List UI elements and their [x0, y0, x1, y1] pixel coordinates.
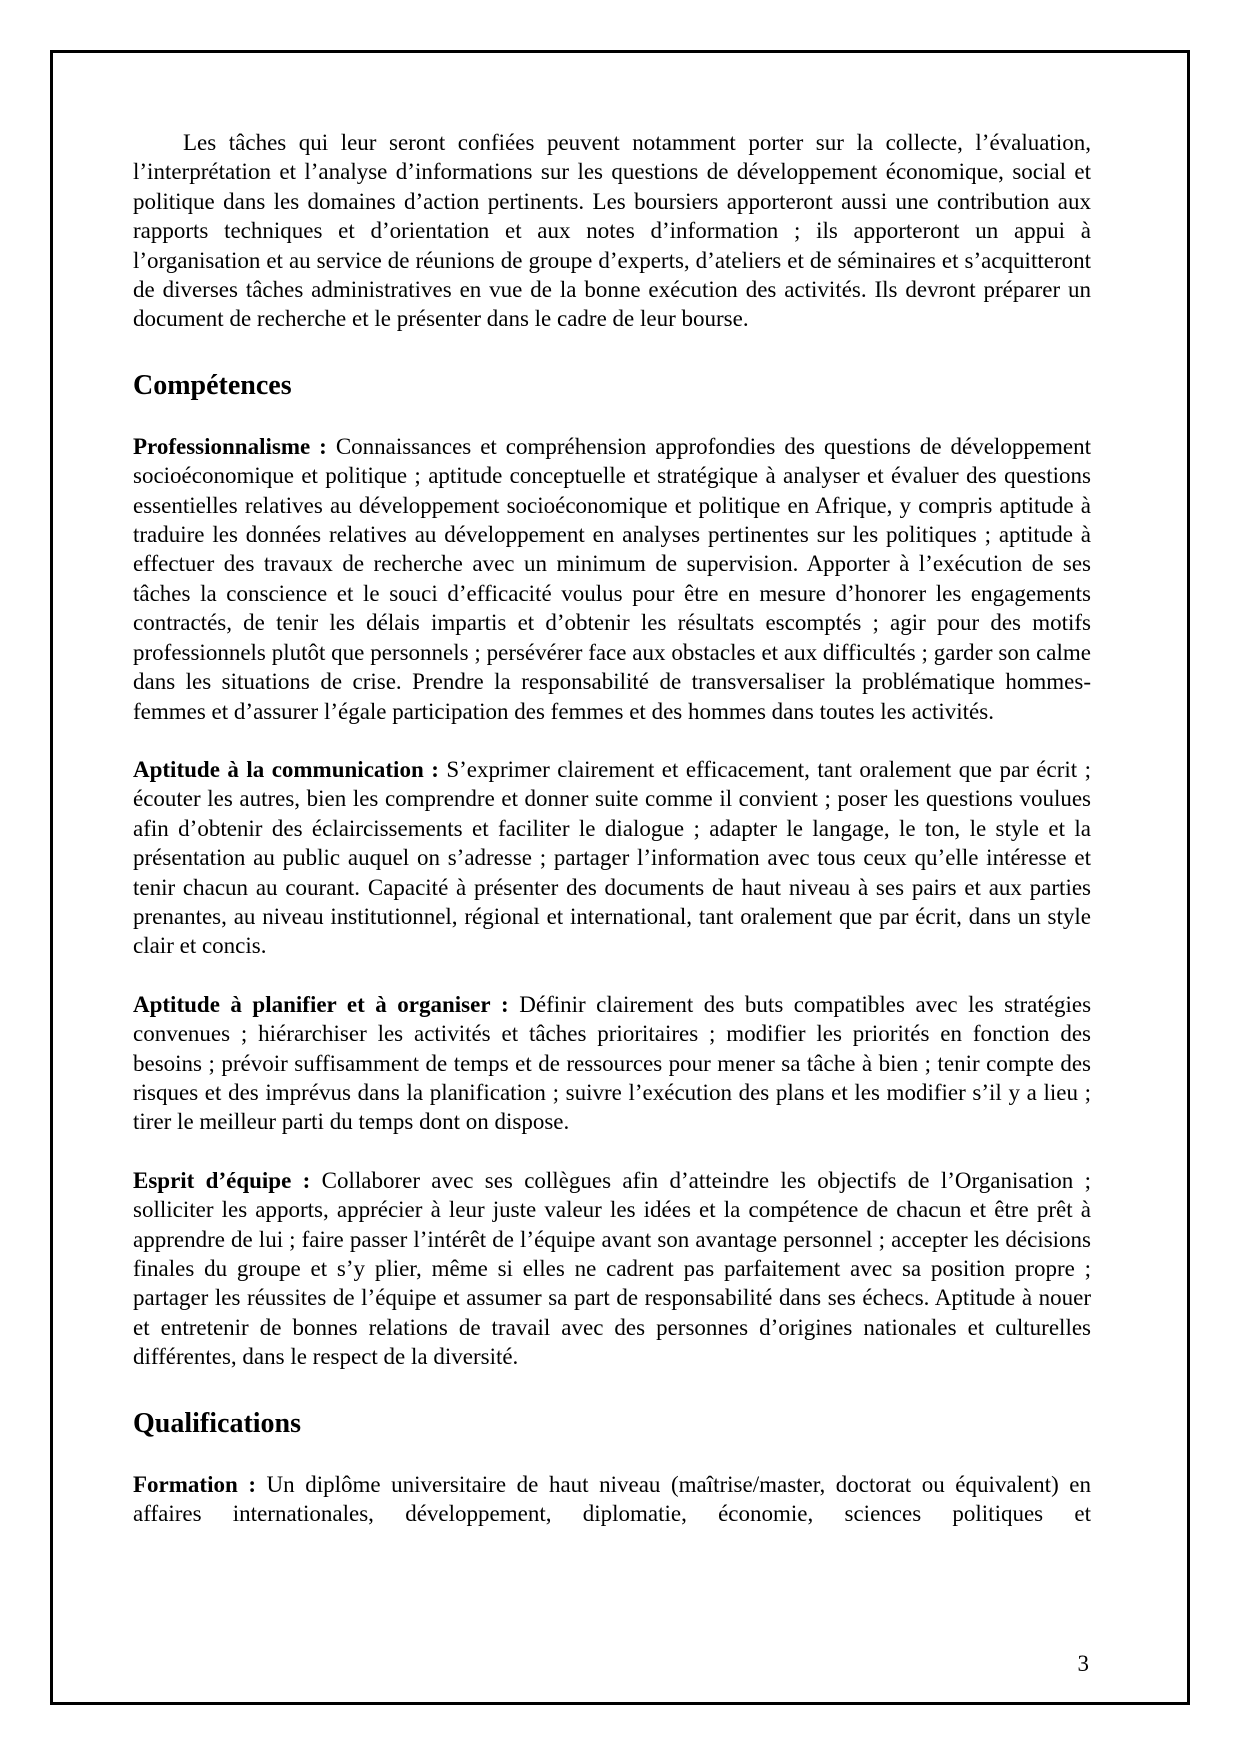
paragraph-esprit-equipe [133, 1166, 1091, 1372]
paragraph-formation [133, 1470, 1091, 1529]
competency-text-communication: S’exprimer clairement et efficacement, tant oralement que par écrit ; écouter les autres, bien les comprendre et donner suite comme il convient ; poser les questions voulues afin d’obtenir des éclaircissements et faciliter le dialogue ; adapter le langage, le ton, le style et la présentation au public auquel on s’adresse ; partager l’information avec tous ceux qu’elle intéresse et tenir chacun au courant. Capacité à présenter des documents de haut niveau à ses pairs et aux parties prenantes, au niveau institutionnel, régional et international, tant oralement que par écrit, dans un style clair et concis. [133, 756, 1092, 959]
qualification-label-formation: Formation : [133, 1471, 256, 1497]
paragraph-intro: Les tâches qui leur seront confiées peuvent notamment porter sur la collecte, l’évaluation, l’interprétation et l’analyse d’informations sur les questions de développement économique, social et politique dans les domaines d’action pertinents. Les boursiers apporteront aussi une contribution aux rapports techniques et d’orientation et aux notes d’information ; ils apporteront un appui à l’organisation et au service de réunions de groupe d’experts, d’ateliers et de séminaires et s’acquitteront de diverses tâches administratives en vue de la bonne exécution des activités. Ils devront préparer un document de recherche et le présenter dans le cadre de leur bourse. [133, 130, 1091, 332]
page-number: 3 [1077, 1651, 1089, 1676]
competency-text-planifier-organiser: Définir clairement des buts compatibles avec les stratégies convenues ; hiérarchiser les activités et tâches prioritaires ; modifier les priorités en fonction des besoins ; prévoir suffisamment de temps et de ressources pour mener sa tâche à bien ; tenir compte des risques et des imprévus dans la planification ; suivre l’exécution des plans et les modifier s’il y a lieu ; tirer le meilleur parti du temps dont on dispose. [133, 991, 1092, 1135]
page-content [53, 53, 1187, 1528]
section-heading-qualifications: Qualifications [133, 1407, 302, 1439]
competency-label-communication: Aptitude à la communication : [133, 756, 439, 782]
section-heading-competences: Compétences [133, 369, 292, 401]
competency-text-professionnalisme: Connaissances et compréhension approfondies des questions de développement socioéconomique et politique ; aptitude conceptuelle et stratégique à analyser et évaluer des questions essentielles relatives au développement socioéconomique et politique en Afrique, y compris aptitude à traduire les données relatives au développement en analyses pertinentes sur les politiques ; aptitude à effectuer des travaux de recherche avec un minimum de supervision. Apporter à l’exécution de ses tâches la conscience et le souci d’efficacité voulus pour être en mesure d’honorer les engagements contractés, de tenir les délais impartis et d’obtenir les résultats escomptés ; agir pour des motifs professionnels plutôt que personnels ; persévérer face aux obstacles et aux difficultés ; garder son calme dans les situations de crise. Prendre la responsabilité de transversaliser la problématique hommes-femmes et d’assurer l’égale participation des femmes et des hommes dans toutes les activités. [133, 433, 1092, 724]
paragraph-planifier-organiser [133, 990, 1091, 1137]
competency-label-esprit-equipe: Esprit d’équipe : [133, 1167, 311, 1193]
page-border [50, 50, 1190, 1705]
competency-label-professionnalisme: Professionnalisme : [133, 433, 327, 459]
competency-text-esprit-equipe: Collaborer avec ses collègues afin d’atteindre les objectifs de l’Organisation ; solliciter les apports, apprécier à leur juste valeur les idées et la compétence de chacun et être prêt à apprendre de lui ; faire passer l’intérêt de l’équipe avant son avantage personnel ; accepter les décisions finales du groupe et s’y plier, même si elles ne cadrent pas parfaitement avec sa position propre ; partager les réussites de l’équipe et assumer sa part de responsabilité dans ses échecs. Aptitude à nouer et entretenir de bonnes relations de travail avec des personnes d’origines nationales et culturelles différentes, dans le respect de la diversité. [133, 1167, 1092, 1370]
qualification-text-formation: Un diplôme universitaire de haut niveau (maîtrise/master, doctorat ou équivalent) en affaires internationales, développement, diplomatie, économie, sciences politiques et [133, 1471, 1091, 1527]
competency-label-planifier-organiser: Aptitude à planifier et à organiser : [133, 991, 509, 1017]
paragraph-communication [133, 755, 1091, 961]
paragraph-professionnalisme [133, 432, 1091, 726]
